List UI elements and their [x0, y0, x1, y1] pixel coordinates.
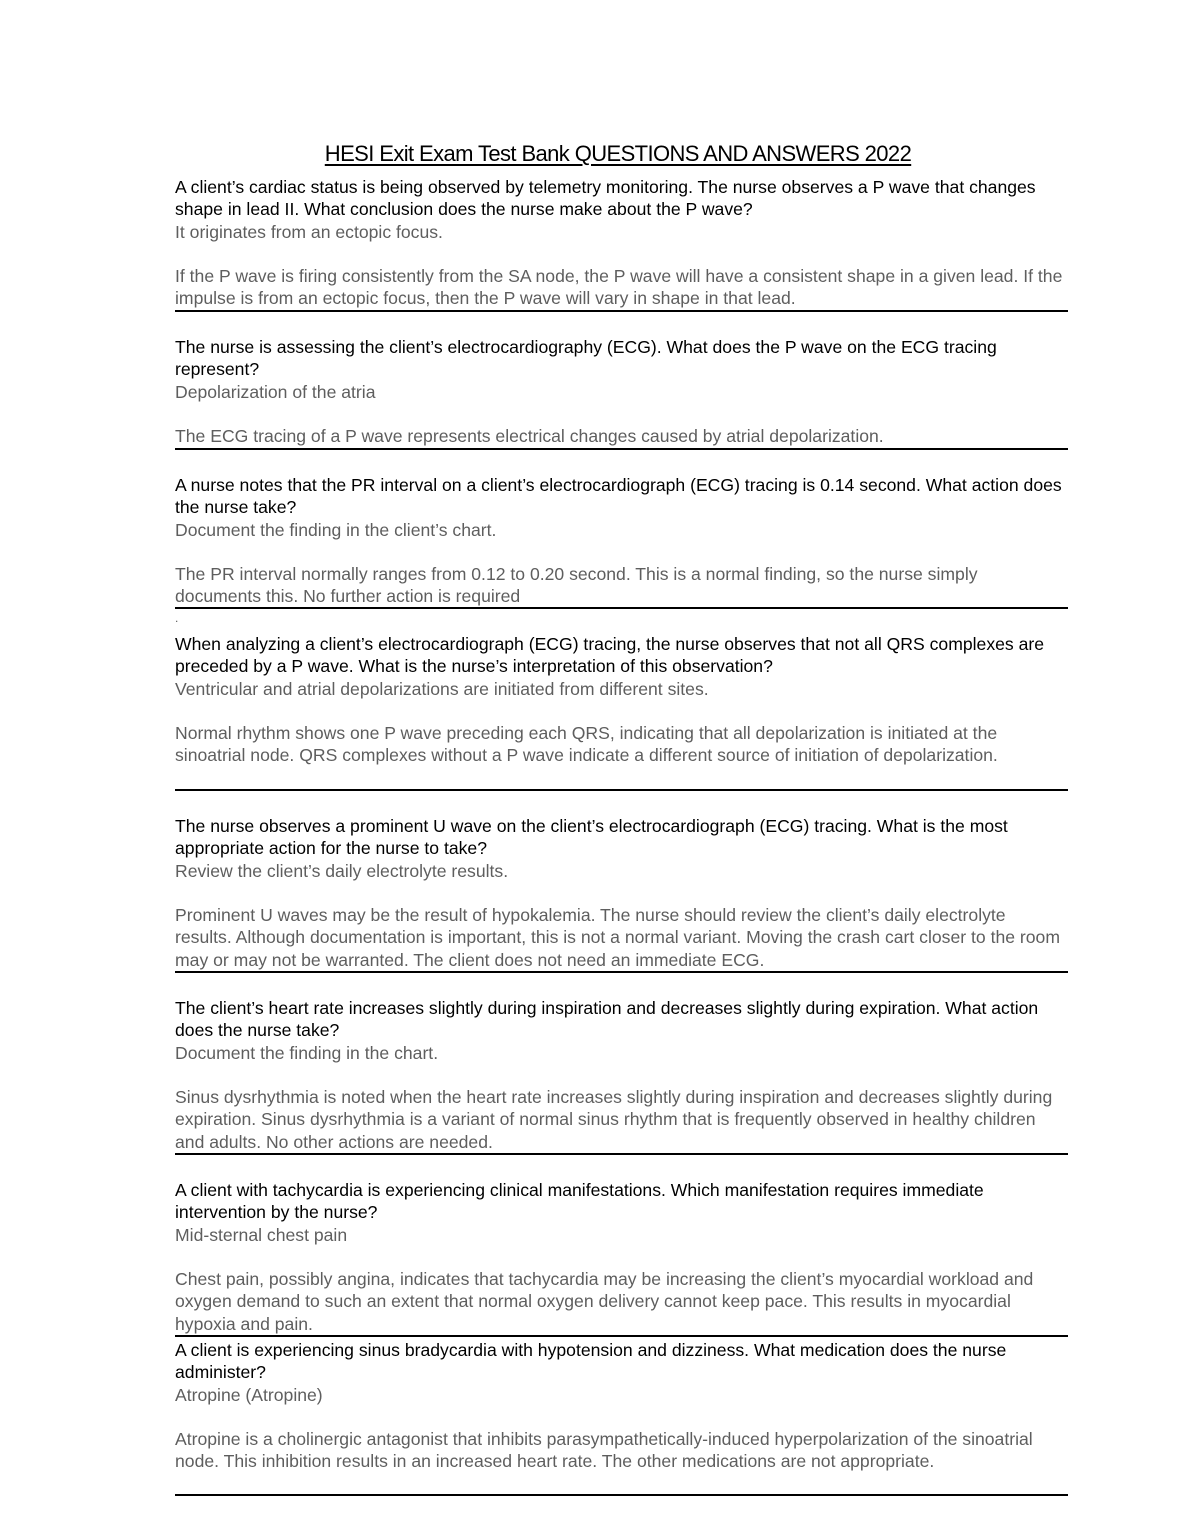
question-text: The client’s heart rate increases slightly during inspiration and decreases slightly during expiration. What action does the nurse take?: [175, 998, 1039, 1041]
answer-text: Document the finding in the chart.: [175, 1042, 439, 1063]
question-text: A client is experiencing sinus bradycardia with hypotension and dizziness. What medication does the nurse administer?: [175, 1340, 1007, 1383]
divider: [175, 971, 1068, 973]
page-title: HESI Exit Exam Test Bank QUESTIONS AND ANSWERS 2022: [324, 141, 912, 166]
question-text: When analyzing a client’s electrocardiograph (ECG) tracing, the nurse observes that not all QRS complexes are preceded by a P wave. What is the nurse’s interpretation of this observation?: [175, 634, 1045, 677]
answer-text: Mid-sternal chest pain: [175, 1224, 348, 1245]
qa-item: [175, 1339, 1067, 1473]
rationale-text: Sinus dysrhythmia is noted when the heart rate increases slightly during inspiration and decreases slightly during expiration. Sinus dysrhythmia is a variant of normal sinus rhythm that is frequently observed in healthy children and adults. No other actions are needed.: [175, 1087, 1053, 1152]
divider: [175, 448, 1068, 450]
rationale-text: Atropine is a cholinergic antagonist that inhibits parasympathetically-induced hyperpolarization of the sinoatrial node. This inhibition results in an increased heart rate. The other medications are not appropriate.: [175, 1429, 1033, 1472]
qa-item: [175, 474, 1067, 608]
question-text: A nurse notes that the PR interval on a client’s electrocardiograph (ECG) tracing is 0.14 second. What action does the nurse take?: [175, 475, 1062, 518]
question-text: A client’s cardiac status is being observed by telemetry monitoring. The nurse observes a P wave that changes shape in lead II. What conclusion does the nurse make about the P wave?: [175, 177, 1036, 220]
rationale-text: The PR interval normally ranges from 0.12 to 0.20 second. This is a normal finding, so the nurse simply documents this. No further action is required: [175, 564, 978, 607]
divider: [175, 1494, 1068, 1496]
rationale-text: Prominent U waves may be the result of hypokalemia. The nurse should review the client’s daily electrolyte results. Although documentation is important, this is not a normal variant. Moving the crash cart closer to the room may or may not be warranted. The client does not need an immediate ECG.: [175, 905, 1060, 970]
divider: [175, 1153, 1068, 1155]
answer-text: It originates from an ectopic focus.: [175, 221, 443, 242]
qa-item: [175, 633, 1067, 767]
question-text: The nurse is assessing the client’s electrocardiography (ECG). What does the P wave on the ECG tracing represent?: [175, 337, 997, 380]
qa-item: [175, 1179, 1067, 1335]
rationale-text: If the P wave is firing consistently from the SA node, the P wave will have a consistent shape in a given lead. If the impulse is from an ectopic focus, then the P wave will vary in shape in that lead.: [175, 266, 1063, 309]
divider: [175, 789, 1068, 791]
stray-period: .: [175, 611, 179, 625]
answer-text: Depolarization of the atria: [175, 381, 376, 402]
answer-text: Ventricular and atrial depolarizations are initiated from different sites.: [175, 678, 709, 699]
answer-text: Atropine (Atropine): [175, 1384, 323, 1405]
qa-item: [175, 815, 1067, 971]
qa-item: [175, 176, 1067, 310]
question-text: A client with tachycardia is experiencing clinical manifestations. Which manifestation requires immediate intervention by the nurse?: [175, 1180, 984, 1223]
divider: [175, 607, 1068, 609]
rationale-text: The ECG tracing of a P wave represents electrical changes caused by atrial depolarization.: [175, 426, 884, 447]
rationale-text: Normal rhythm shows one P wave preceding each QRS, indicating that all depolarization is initiated at the sinoatrial node. QRS complexes without a P wave indicate a different source of initiation of depolarization.: [175, 723, 998, 766]
qa-item: [175, 997, 1067, 1153]
answer-text: Document the finding in the client’s chart.: [175, 519, 497, 540]
question-text: The nurse observes a prominent U wave on the client’s electrocardiograph (ECG) tracing. What is the most appropriate action for the nurse to take?: [175, 816, 1008, 859]
rationale-text: Chest pain, possibly angina, indicates that tachycardia may be increasing the client’s myocardial workload and oxygen demand to such an extent that normal oxygen delivery cannot keep pace. This results in myocardial hypoxia and pain.: [175, 1269, 1034, 1334]
answer-text: Review the client’s daily electrolyte results.: [175, 860, 509, 881]
divider: [175, 1335, 1068, 1337]
qa-item: [175, 336, 1067, 447]
divider: [175, 310, 1068, 312]
